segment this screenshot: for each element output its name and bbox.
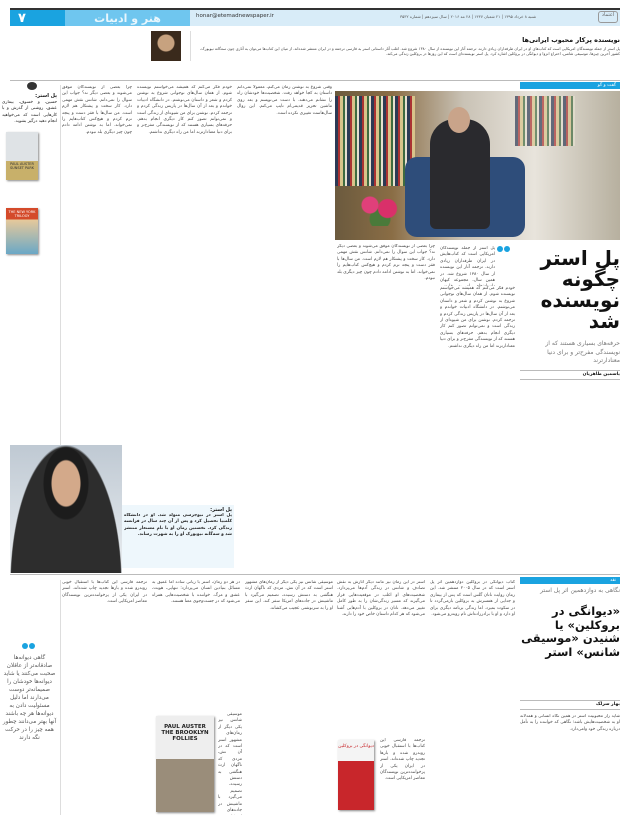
divider xyxy=(60,580,61,815)
divider xyxy=(520,709,620,710)
quote-box-text: پل استر در نیوجرسی متولد شد. او در دانشگاه کلمبیا تحصیل کرد و پس از آن چند سال در فرانسه زندگی کرد. نخستین رمان او با نام مستعار منتشر شد و سه‌گانه نیویورک او را به شهرت رساند. xyxy=(124,513,232,538)
quote-box-title: پل استر: xyxy=(210,507,232,513)
book-cover-brooklyn-follies-persian: دیوانگی در بروکلین xyxy=(338,740,374,810)
paul-auster-photo xyxy=(335,91,620,240)
divider xyxy=(10,80,620,81)
review-body-col2: استر در این رمان نیز مانند دیگر آثارش به نقش تصادف و شانس در زندگی آدم‌ها می‌پردازد. شخصیت‌های او اغلب در موقعیت‌هایی قرار می‌گیرند که مسیر زندگی‌شان را به طور کامل تغییر می‌دهد. ناتان در بروکلین با آدم‌هایی آشنا می‌شود که هر کدام داستان خاص خود را دارند. xyxy=(337,580,425,618)
sidebar-title: پل استر: xyxy=(35,93,57,99)
quote-icon xyxy=(497,246,511,254)
intro-title: نویسنده پرکار محبوب ایرانی‌ها xyxy=(522,36,620,44)
section-label-review: نقد xyxy=(520,577,620,584)
sidebar-text: حسین، و خسوف، بیماری عشق، روشنی از گذرش و با کارهایی است که می‌خواهید انجام دهید درگیر بشوید. xyxy=(2,100,57,125)
newspaper-logo: اعتماد xyxy=(598,11,618,23)
review-author: بهار سرلک xyxy=(595,702,620,707)
divider xyxy=(520,370,620,371)
quote-box xyxy=(122,505,234,568)
sidebar-quote: گاهی دیوانه‌ها صادقانه‌تر از عاقلان صحبت می‌کنند یا شاید دیوانه‌ها خودشان را صمیمانه‌تر دوست می‌دارند اما دلیل مسئولیت دادن به دیوانه‌ها هر چه باشند آنها بهتر می‌دانند چطور همه چیز را در حرکت نگه دارند xyxy=(2,655,57,741)
section-label-interview: گفت و گو xyxy=(520,82,620,89)
interview-body-col3: وقتی شروع به نوشتن رمان می‌کنم، معمولا نمی‌دانم داستان به کجا خواهد رفت. شخصیت‌ها خودشان راه را نشانم می‌دهند. با دست می‌نویسم و بعد روی ماشین تحریر قدیمی‌ام تایپ می‌کنم. این روال سال‌هاست تغییری نکرده است. xyxy=(237,85,332,116)
review-body-col3: موسیقی شانس نیز یکی دیگر از رمان‌های مشهور استر است که در آن نش، مردی که ناگهان ارث هنگفتی به دستش رسیده، تصمیم می‌گیرد با ماشینش در جاده‌های امریکا سفر کند. این سفر او را به سرنوشتی عجیب می‌کشاند. xyxy=(245,580,333,611)
paul-auster-portrait xyxy=(10,445,122,573)
quote-icon xyxy=(22,643,36,651)
book-cover-new-york-trilogy: THE NEW YORK TRILOGY xyxy=(6,208,38,254)
divider xyxy=(520,700,620,701)
interview-body-col1b: خودم فکر می‌کنم که همیشه می‌خواستم نویسنده شوم. از همان سال‌های نوجوانی شروع به نوشتن کردم و شعر و داستان می‌نوشتم. در دانشگاه ادبیات خواندم و بعد از آن سال‌ها در پاریس زندگی کردم و ترجمه کردم. نوشتن برای من شیوه‌ای از زندگی است و نمی‌توانم تصور کنم کار دیگری انجام بدهم. حرفه‌های بسیاری هستند که از نویسندگی مفرح‌تر و برای دنیا معنادارترند اما من راه دیگری نداشتم. xyxy=(440,286,515,349)
review-body-col4: در هر دو رمان، استر با زبانی ساده اما عمیق به مسائل بنیادین انسان می‌پردازد: تنهایی، هویت، عشق و مرگ. خواننده با شخصیت‌هایی همراه می‌شود که در جست‌وجوی معنا هستند. xyxy=(152,580,240,605)
divider xyxy=(10,574,620,575)
review-body-col1b: شاید راز محبوبیت استر در همین نگاه انسانی و همدلانه او به شخصیت‌هایش باشد؛ نگاهی که خواننده را به تأمل درباره زندگی خود وامی‌دارد. xyxy=(520,714,620,732)
review-body-col2b: ترجمه فارسی این کتاب‌ها با استقبال خوبی روبه‌رو شده و بارها تجدید چاپ شده‌اند. استر در ایران یکی از پرخواننده‌ترین نویسندگان معاصر امریکایی است. xyxy=(380,738,425,782)
page-number: ۷ xyxy=(10,8,65,26)
interview-body-col1: پل استر از جمله نویسندگان امریکایی است که کتاب‌هایش در ایران طرفداران زیادی دارند. ترجمه آثار این نویسنده از سال ۱۳۸۰ شروع شد. در همین سال، مجموعه کیهان xyxy=(440,246,495,284)
book-cover-sunset-park: PAUL AUSTER SUNSET PARK xyxy=(6,132,38,180)
review-body-col5: ترجمه فارسی این کتاب‌ها با استقبال خوبی روبه‌رو شده و بارها تجدید چاپ شده‌اند. استر در ایران یکی از پرخواننده‌ترین نویسندگان معاصر امریکایی است. xyxy=(62,580,147,605)
review-body-col4b: موسیقی شانس نیز یکی دیگر از رمان‌های مشهور استر است که در آن نش، مردی که ناگهان ارث هنگفتی به دستش رسیده، تصمیم می‌گیرد با ماشینش در جاده‌های xyxy=(218,712,242,814)
section-email[interactable]: honar@etemadnewspaper.ir xyxy=(196,13,274,19)
intro-author-photo xyxy=(151,31,181,61)
review-body-col1: کتاب دیوانگی در بروکلین دوازدهمین اثر پل استر است که در سال ۲۰۰۵ منتشر شد. این رمان روایت ناتان گلس است که پس از بیماری و جدایی از همسرش به بروکلین بازمی‌گردد تا در سکوت بمیرد. اما زندگی برنامه دیگری برای او دارد و او با برادرزاده‌اش تام روبه‌رو می‌شود. xyxy=(430,580,515,618)
divider xyxy=(190,31,191,61)
date-line: شنبه ۸ خرداد ۱۳۹۵ | ۲۱ شعبان ۱۴۳۷ | ۲۸ مه ۲۰۱۶ | سال سیزدهم | شماره ۳۵۳۲ xyxy=(400,14,537,19)
review-kicker: نگاهی به دوازدهمین اثر پل استر xyxy=(540,587,620,594)
divider xyxy=(520,379,620,380)
interview-body-col4: خودم فکر می‌کنم که همیشه می‌خواستم نویسنده شوم. از همان سال‌های نوجوانی شروع به نوشتن کردم و شعر و داستان می‌نوشتم. در دانشگاه ادبیات خواندم و بعد از آن سال‌ها در پاریس زندگی کردم و ترجمه کردم. نوشتن برای من شیوه‌ای از زندگی است و نمی‌توانم تصور کنم کار دیگری انجام بدهم. حرفه‌های بسیاری هستند که از نویسندگی مفرح‌تر و برای دنیا معنادارترند اما من راه دیگری نداشتم. xyxy=(137,85,232,135)
interview-body-col5: چرا بعضی از نویسندگان موفق می‌شوند و بعضی دیگر نه؟ جواب این سوال را نمی‌دانم. شانس نقش مهمی دارد. کار سخت و پشتکار هم لازم است. من سال‌ها با فقر دست و پنجه نرم کردم و هیچ‌کس کتاب‌هایم را نمی‌خواند. اما به نوشتن ادامه دادم چون چیز دیگری بلد نبودم. xyxy=(62,85,132,135)
book-cover-brooklyn-follies: PAUL AUSTER THE BROOKLYN FOLLIES xyxy=(156,716,214,812)
review-headline: «دیوانگی در بروکلین» یا شنیدن «موسیقی شانس» استر xyxy=(521,604,620,659)
sidebar-icon xyxy=(27,82,37,90)
interview-body-col2: چرا بعضی از نویسندگان موفق می‌شوند و بعضی دیگر نه؟ جواب این سوال را نمی‌دانم. شانس نقش مهمی دارد. کار سخت و پشتکار هم لازم است. من سال‌ها با فقر دست و پنجه نرم کردم و هیچ‌کس کتاب‌هایم را نمی‌خواند. اما به نوشتن ادامه دادم چون چیز دیگری بلد نبودم. xyxy=(337,244,435,282)
intro-body: پل استر از جمله نویسندگان امریکایی است که کتاب‌های او در ایران طرفداران زیادی دارند. ترجمه آثار این نویسنده از سال ۱۳۸۰ شروع شد. اغلب آثار داستانی استر به فارسی ترجمه و در ایران منتشر شده‌اند. از میان این کتاب‌ها می‌توان به آثاری چون سه‌گانه نیویورک، کشور آخرین چیزها، موسیقی شانس، اختراع انزوا و دیوانگی در بروکلین اشاره کرد. پل استر نویسنده‌ای است که این روزها در بروکلین زندگی می‌کند. xyxy=(200,46,620,56)
interview-subhead: حرفه‌های بسیاری هستند که از نویسندگی مفرح‌تر و برای دنیا معنادارترند xyxy=(545,340,620,364)
section-title: هنر و ادبیات xyxy=(65,8,190,26)
interview-author: یاسمین طاهریان xyxy=(582,372,620,377)
interview-headline: پل استر چگونه نویسنده شد xyxy=(540,246,620,333)
